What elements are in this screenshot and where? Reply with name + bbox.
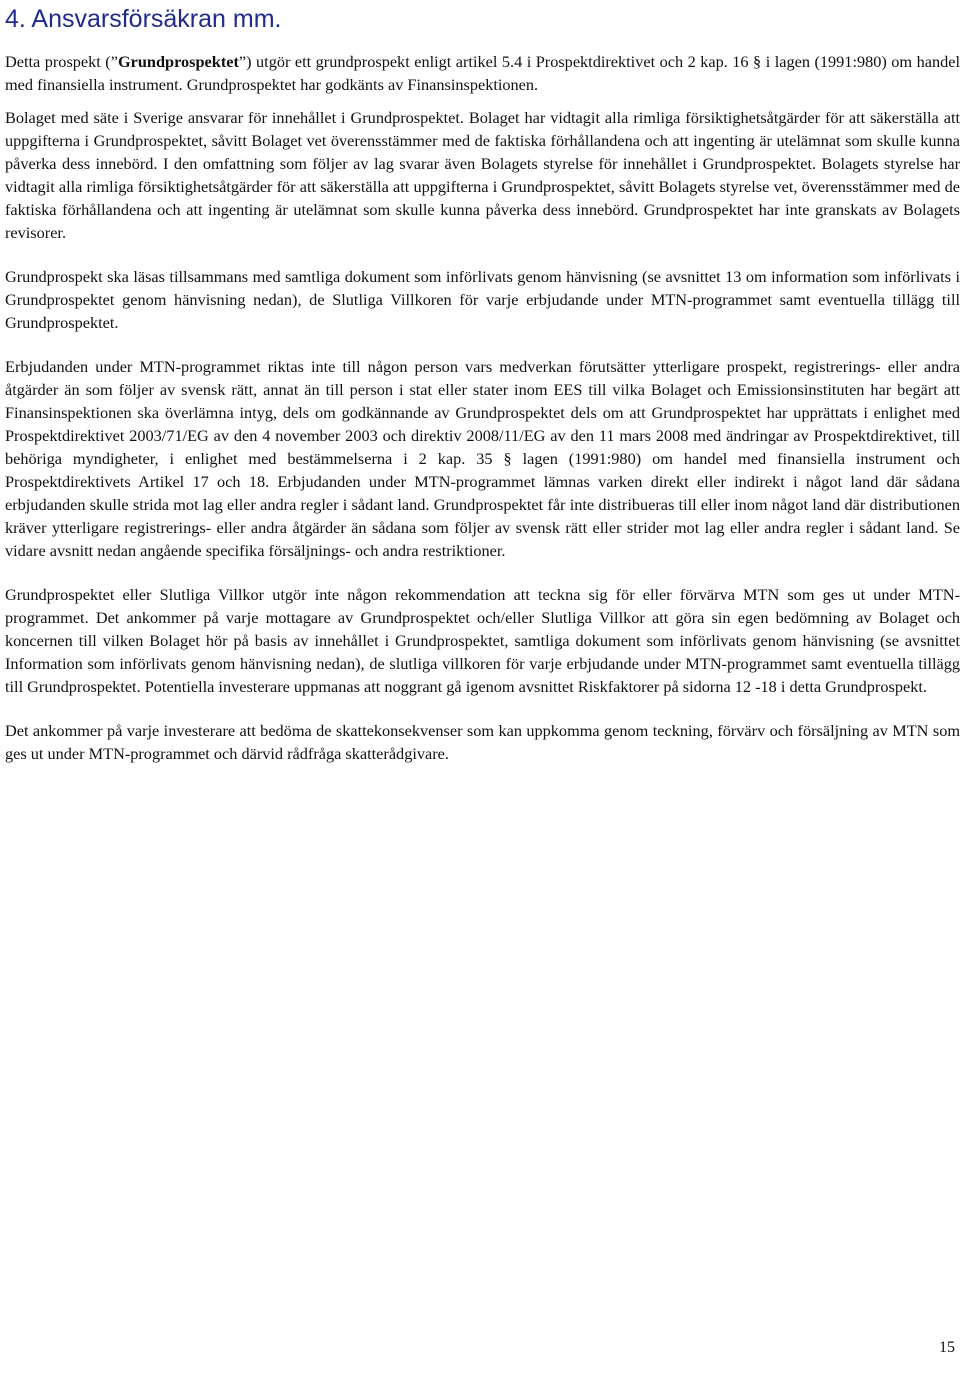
body-text — [5, 50, 960, 786]
intro-text-start: Detta prospekt (” — [5, 52, 118, 71]
paragraph-prospectus-intro — [5, 50, 960, 96]
page-number: 15 — [939, 1339, 955, 1356]
document-page — [5, 0, 960, 1386]
paragraph-responsibility: Bolaget med säte i Sverige ansvarar för innehållet i Grundprospektet. Bolaget har vidtagit alla rimliga försiktighetsåtgärder för att säkerställa att uppgifterna i Grundprospektet, såvitt Bolaget vet överensstämmer med de faktiska förhållandena och att ingenting är utelämnat som skulle kunna påverka dess innebörd. I den omfattning som följer av lag svarar även Bolagets styrelse för innehållet i Grundprospektet. Bolagets styrelse har vidtagit alla rimliga försiktighetsåtgärder för att säkerställa att uppgifterna i Grundprospektet, såvitt Bolagets styrelse vet, överensstämmer med de faktiska förhållandena och att ingenting är utelämnat som skulle kunna påverka dess innebörd. Grundprospektet har inte granskats av Bolagets revisorer. — [5, 108, 960, 242]
paragraph-offering-restrictions: Erbjudanden under MTN-programmet riktas inte till någon person vars medverkan förutsätter ytterligare prospekt, registrerings- eller andra åtgärder än som följer av svensk rätt, annat än till person i stat eller stater inom EES till vilka Bolaget och Emissionsinstituten har begärt att Finansinspektionen ska överlämna intyg, dels om godkännande av Grundprospektet dels om att Grundprospektet har upprättats i enlighet med Prospektdirektivet 2003/71/EG av den 4 november 2003 och direktiv 2008/11/EG av den 11 mars 2008 med ändringar av Prospektdirektivet, till behöriga myndigheter, i enlighet med bestämmelserna i 2 kap. 35 § lagen (1991:980) om handel med finansiella instrument och Prospektdirektivets Artikel 17 och 18. Erbjudanden under MTN-programmet lämnas varken direkt eller indirekt i något land där sådana erbjudanden skulle strida mot lag eller andra regler i sådant land. Grundprospektet får inte distribueras till eller inom något land där distributionen kräver ytterligare registrerings- eller andra åtgärder än sådana som följer av svensk rätt eller strider mot lag eller andra regler i sådant land. Se vidare avsnitt nedan angående specifika försäljnings- och andra restriktioner. — [5, 357, 960, 560]
paragraph-no-recommendation: Grundprospektet eller Slutliga Villkor utgör inte någon rekommendation att teckna sig för eller förvärva MTN som ges ut under MTN-programmet. Det ankommer på varje mottagare av Grundprospektet och/eller Slutliga Villkor att göra sin egen bedömning av Bolaget och koncernen till vilken Bolaget hör på basis av innehållet i Grundprospektet, samtliga dokument som införlivats genom hänvisning (se avsnittet Information som införlivats genom hänvisning nedan), de slutliga villkoren för varje erbjudande under MTN-programmet samt eventuella tillägg till Grundprospektet. Potentiella investerare uppmanas att noggrant gå igenom avsnittet Riskfaktorer på sidorna 12 -18 i detta Grundprospekt. — [5, 585, 960, 696]
paragraph-tax-consequences: Det ankommer på varje investerare att bedöma de skattekonsekvenser som kan uppkomma genom teckning, förvärv och försäljning av MTN som ges ut under MTN-programmet och därvid rådfråga skatterådgivare. — [5, 721, 960, 763]
section-heading: 4. Ansvarsförsäkran mm. — [5, 5, 282, 33]
paragraph-reading-instructions: Grundprospekt ska läsas tillsammans med samtliga dokument som införlivats genom hänvisning (se avsnittet 13 om information som införlivats i Grundprospektet genom hänvisning nedan), de Slutliga Villkoren för varje erbjudande under MTN-programmet samt eventuella tillägg till Grundprospektet. — [5, 267, 960, 332]
defined-term-grundprospektet: Grundprospektet — [117, 52, 239, 71]
intro-text-end: ”) utgör ett grundprospekt enligt artikel 5.4 i Prospektdirektivet och 2 kap. 16 § i lagen (1991:980) om handel med finansiella instrument. Grundprospektet har godkänts av Finansinspektionen. — [5, 52, 960, 94]
